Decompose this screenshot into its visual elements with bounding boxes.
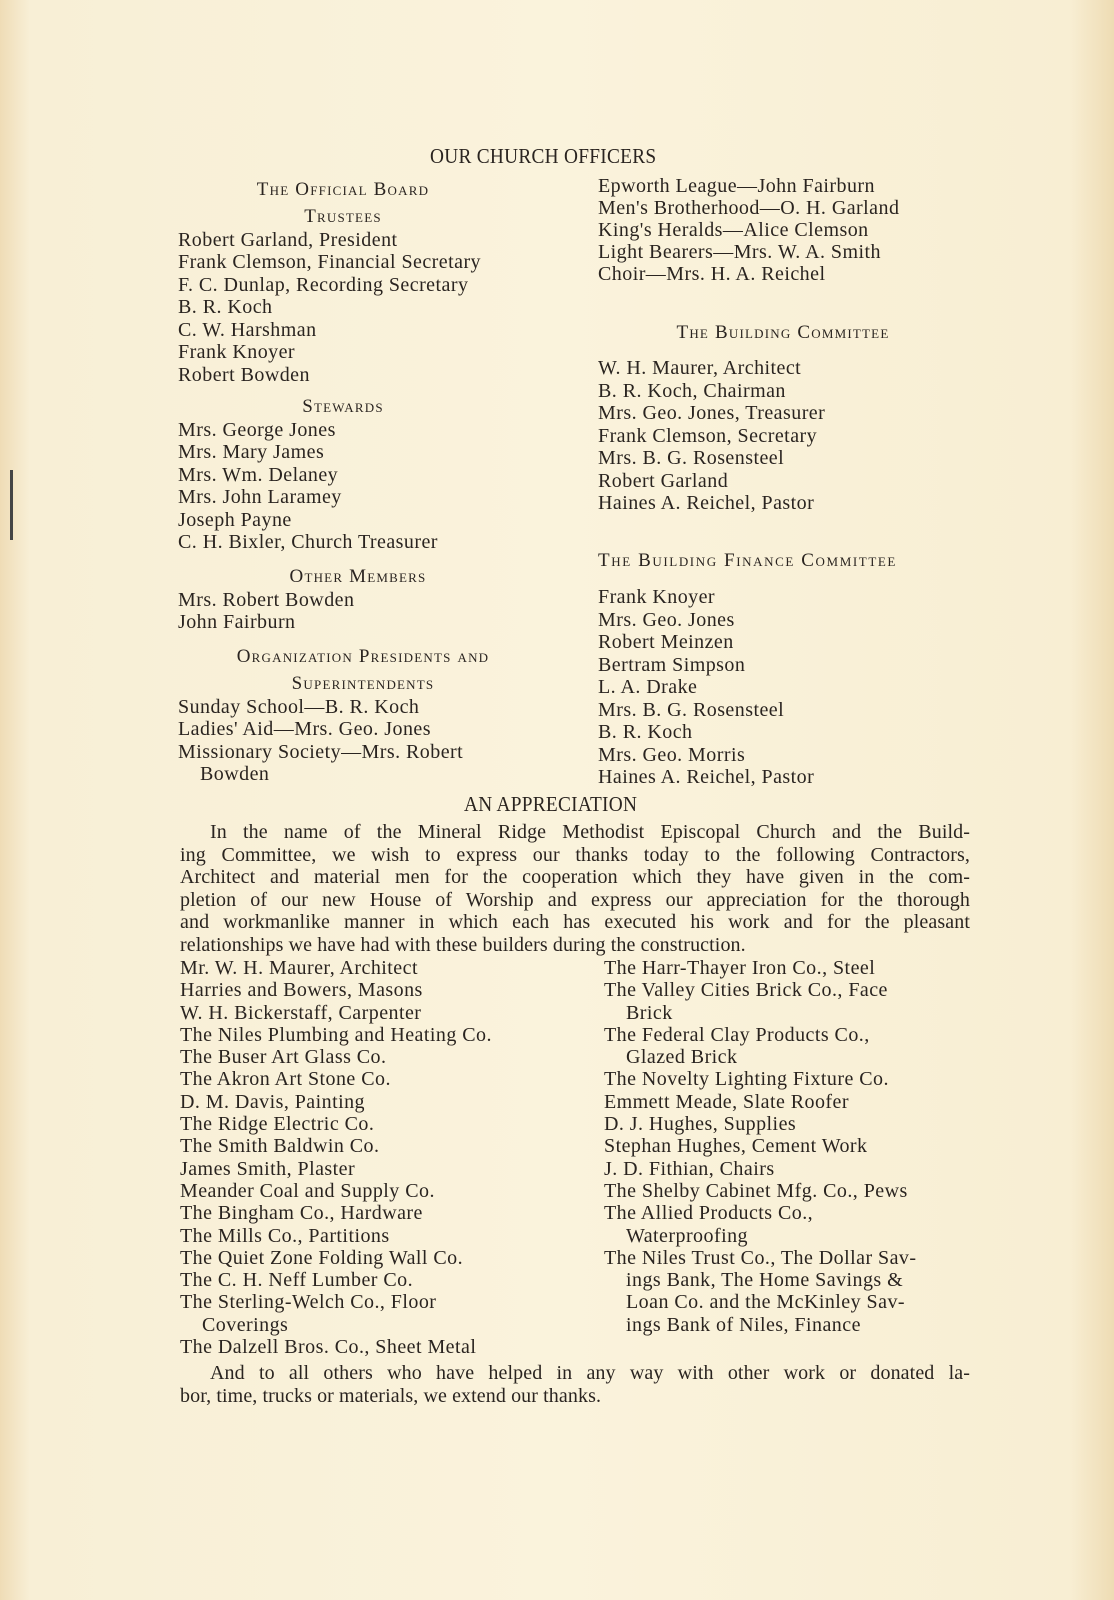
list-item: James Smith, Plaster	[180, 1157, 356, 1180]
list-item: The Smith Baldwin Co.	[180, 1135, 380, 1158]
list-item: Haines A. Reichel, Pastor	[598, 766, 815, 788]
list-item: Missionary Society—Mrs. Robert	[178, 740, 464, 763]
list-item: B. R. Koch, Chairman	[598, 379, 786, 402]
list-item: Glazed Brick	[626, 1046, 738, 1069]
list-item: Emmett Meade, Slate Roofer	[604, 1090, 849, 1113]
trustees-heading: Trustees	[304, 206, 382, 227]
list-item: Frank Clemson, Financial Secretary	[178, 251, 482, 273]
official-board-section	[178, 179, 508, 386]
list-item: Stephan Hughes, Cement Work	[604, 1135, 868, 1158]
list-item: Sunday School—B. R. Koch	[178, 695, 420, 718]
building-finance-section	[598, 550, 970, 789]
list-item: The Akron Art Stone Co.	[180, 1068, 391, 1091]
other-members-heading: Other Members	[289, 566, 427, 587]
organization-section	[178, 646, 548, 786]
list-item: Mrs. Robert Bowden	[178, 588, 355, 611]
list-item: The Shelby Cabinet Mfg. Co., Pews	[604, 1179, 908, 1202]
list-item: Bowden	[200, 763, 270, 785]
page-title: OUR CHURCH OFFICERS	[430, 144, 657, 168]
paragraph-line: and workmanlike manner in which each has executed his work and for the pleasant	[180, 911, 970, 933]
list-item: Meander Coal and Supply Co.	[180, 1179, 435, 1202]
list-item: Light Bearers—Mrs. W. A. Smith	[598, 241, 881, 263]
list-item: J. D. Fithian, Chairs	[604, 1157, 775, 1180]
list-item: Mrs. B. G. Rosensteel	[598, 698, 785, 721]
list-item: W. H. Bickerstaff, Carpenter	[180, 1001, 422, 1024]
paragraph-line: Architect and material men for the cooperation which they have given in the com-	[180, 866, 970, 888]
paragraph-line: And to all others who have helped in any way with other work or donated la-	[210, 1362, 970, 1384]
list-item: L. A. Drake	[598, 676, 698, 698]
paragraph-line: pletion of our new House of Worship and express our appreciation for the thorough	[180, 888, 970, 911]
list-item: Coverings	[202, 1313, 289, 1336]
list-item: Frank Knoyer	[178, 341, 296, 363]
list-item: ings Bank of Niles, Finance	[626, 1313, 861, 1336]
list-item: C. W. Harshman	[178, 318, 317, 341]
list-item: Mrs. John Laramey	[178, 486, 342, 508]
list-item: Mr. W. H. Maurer, Architect	[180, 957, 418, 979]
list-item: Mrs. Geo. Jones	[598, 608, 735, 631]
list-item: Joseph Payne	[178, 508, 292, 531]
list-item: Robert Garland	[598, 469, 729, 492]
list-item: Bertram Simpson	[598, 653, 746, 676]
list-item: D. J. Hughes, Supplies	[604, 1113, 797, 1136]
list-item: The Mills Co., Partitions	[180, 1224, 390, 1247]
appreciation-title: AN APPRECIATION	[464, 792, 638, 816]
stewards-list	[178, 419, 508, 554]
organization-list-continued	[598, 175, 899, 285]
list-item: Mrs. Geo. Morris	[598, 743, 746, 766]
organization-list	[178, 696, 548, 786]
list-item: Frank Knoyer	[598, 586, 716, 608]
contractors-left-list	[180, 957, 492, 1358]
closing-paragraph	[180, 1362, 970, 1407]
paragraph-line: relationships we have had with these builders during the construction.	[180, 933, 746, 956]
list-item: The Novelty Lighting Fixture Co.	[604, 1068, 889, 1091]
list-item: Epworth League—John Fairburn	[598, 175, 875, 197]
list-item: Waterproofing	[626, 1224, 748, 1247]
list-item: The Ridge Electric Co.	[180, 1113, 375, 1136]
list-item: Robert Meinzen	[598, 631, 734, 653]
trustees-list	[178, 229, 508, 387]
list-item: ings Bank, The Home Savings &	[626, 1269, 904, 1292]
superintendents-heading: Superintendents	[291, 673, 435, 694]
list-item: The Niles Trust Co., The Dollar Sav-	[604, 1246, 917, 1269]
list-item: The Dalzell Bros. Co., Sheet Metal	[180, 1336, 477, 1359]
list-item: Ladies' Aid—Mrs. Geo. Jones	[178, 718, 431, 740]
list-item: Harries and Bowers, Masons	[180, 979, 423, 1002]
list-item: The Buser Art Glass Co.	[180, 1046, 387, 1069]
list-item: The Sterling-Welch Co., Floor	[180, 1291, 437, 1314]
list-item: Mrs. Mary James	[178, 441, 325, 463]
list-item: Mrs. B. G. Rosensteel	[598, 447, 785, 469]
list-item: W. H. Maurer, Architect	[598, 357, 802, 379]
list-item: The Federal Clay Products Co.,	[604, 1023, 870, 1046]
contractors-right-list	[604, 957, 917, 1336]
list-item: B. R. Koch	[598, 721, 693, 743]
list-item: D. M. Davis, Painting	[180, 1090, 366, 1113]
list-item: Robert Bowden	[178, 363, 310, 386]
building-committee-list	[598, 357, 968, 515]
list-item: The Allied Products Co.,	[604, 1202, 814, 1225]
list-item: Loan Co. and the McKinley Sav-	[626, 1291, 905, 1314]
list-item: John Fairburn	[178, 611, 296, 633]
stewards-heading: Stewards	[302, 396, 384, 417]
other-members-section	[178, 566, 538, 634]
appreciation-paragraph	[180, 821, 970, 956]
binding-mark	[10, 470, 13, 540]
list-item: King's Heralds—Alice Clemson	[598, 219, 869, 241]
list-item: Brick	[626, 1001, 673, 1024]
building-committee-section	[598, 322, 968, 515]
list-item: Mrs. Geo. Jones, Treasurer	[598, 402, 826, 424]
list-item: Choir—Mrs. H. A. Reichel	[598, 263, 826, 285]
list-item: The Bingham Co., Hardware	[180, 1202, 423, 1225]
official-board-heading: The Official Board	[256, 179, 430, 200]
building-finance-heading: The Building Finance Committee	[598, 550, 897, 571]
list-item: Frank Clemson, Secretary	[598, 424, 818, 447]
list-item: C. H. Bixler, Church Treasurer	[178, 531, 438, 553]
building-committee-heading: The Building Committee	[676, 322, 890, 343]
list-item: Mrs. George Jones	[178, 418, 336, 441]
list-item: The Quiet Zone Folding Wall Co.	[180, 1246, 464, 1269]
list-item: The Valley Cities Brick Co., Face	[604, 979, 888, 1002]
paragraph-line: ing Committee, we wish to express our thanks today to the following Contractors,	[180, 843, 970, 866]
paragraph-line: bor, time, trucks or materials, we extend our thanks.	[180, 1384, 602, 1407]
list-item: Men's Brotherhood—O. H. Garland	[598, 197, 900, 219]
list-item: F. C. Dunlap, Recording Secretary	[178, 273, 469, 296]
other-members-list	[178, 589, 538, 634]
list-item: The Harr-Thayer Iron Co., Steel	[604, 957, 876, 979]
list-item: The Niles Plumbing and Heating Co.	[180, 1023, 492, 1046]
building-finance-list	[598, 586, 970, 789]
list-item: B. R. Koch	[178, 296, 273, 318]
list-item: The C. H. Neff Lumber Co.	[180, 1269, 414, 1292]
list-item: Robert Garland, President	[178, 228, 398, 251]
list-item: Haines A. Reichel, Pastor	[598, 492, 815, 514]
list-item: Mrs. Wm. Delaney	[178, 463, 339, 486]
stewards-section	[178, 396, 508, 554]
organization-heading: Organization Presidents and	[236, 646, 490, 667]
paragraph-line: In the name of the Mineral Ridge Methodist Episcopal Church and the Build-	[210, 821, 970, 843]
